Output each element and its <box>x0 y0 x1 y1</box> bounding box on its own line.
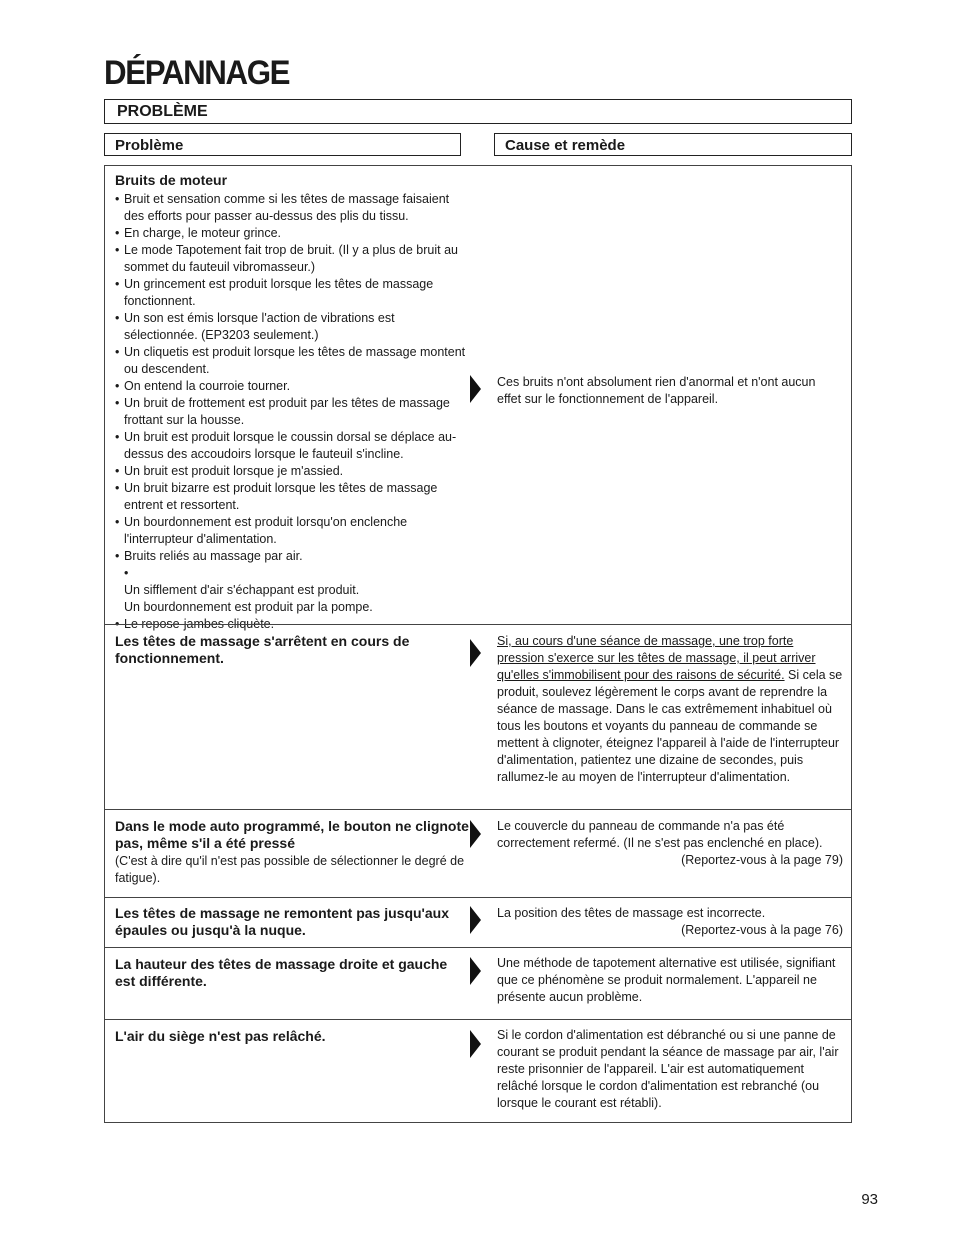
arrow-right-icon <box>470 957 481 985</box>
table-row-seat-air <box>105 1019 851 1122</box>
column-header-problem: Problème <box>104 133 461 156</box>
list-item: • Bruit et sensation comme si les têtes de massage faisaient des efforts pour passer au-dessus des plis du tissu. <box>115 191 470 225</box>
problem-cell <box>115 633 470 667</box>
list-item: • Un grincement est produit lorsque les têtes de massage fonctionnent. <box>115 276 470 310</box>
page-reference: (Reportez-vous à la page 79) <box>681 853 843 867</box>
problem-title: Bruits de moteur <box>115 172 228 188</box>
list-item: • On entend la courroie tourner. <box>115 378 470 395</box>
sub-text: • Un sifflement d'air s'échappant est produit. <box>124 583 360 597</box>
troubleshooting-table <box>104 165 852 1123</box>
list-item: • Le repose-jambes cliquète. <box>115 616 470 633</box>
remedy-cell <box>497 818 843 869</box>
remedy-cell <box>497 633 843 786</box>
table-row-heads-height <box>105 897 851 947</box>
remedy-text: Si cela se produit, soulevez légèrement le corps avant de reprendre la séance de massage. Dans le cas extrêmement inhabituel où tous les boutons et voyants du panneau de commande se mettent à clignoter, éteignez l'appareil à l'aide de l'interrupteur d'alimentation, patientez une dizaine de secondes, puis rallumez-le au moyen de l'interrupteur d'alimentation. <box>497 668 843 784</box>
list-item: • Un bruit est produit lorsque le coussin dorsal se déplace au-dessus des accoudoirs lorsque le fauteuil s'incline. <box>115 429 470 463</box>
arrow-right-icon <box>470 906 481 934</box>
list-item: • Un bourdonnement est produit lorsqu'on enclenche l'interrupteur d'alimentation. <box>115 514 470 548</box>
arrow-right-icon <box>470 639 481 667</box>
list-item: • Un son est émis lorsque l'action de vibrations est sélectionnée. (EP3203 seulement.) <box>115 310 470 344</box>
remedy-text: Une méthode de tapotement alternative est utilisée, signifiant que ce phénomène se produit normalement. L'appareil ne présente aucun problème. <box>497 956 836 1004</box>
problem-title: La hauteur des têtes de massage droite et gauche est différente. <box>115 956 448 989</box>
page-reference: (Reportez-vous à la page 76) <box>681 923 843 937</box>
remedy-underlined-text: Si, au cours d'une séance de massage, une trop forte pression s'exerce sur les têtes de massage, il peut arriver qu'elles s'immobilisent pour des raisons de sécurité. <box>497 634 816 682</box>
section-header: PROBLÈME <box>104 99 852 124</box>
table-row-auto-mode <box>105 809 851 897</box>
problem-cell <box>115 172 470 633</box>
list-item: • Un bruit bizarre est produit lorsque les têtes de massage entrent et ressortent. <box>115 480 470 514</box>
arrow-right-icon <box>470 1030 481 1058</box>
remedy-text: Ces bruits n'ont absolument rien d'anormal et n'ont aucun effet sur le fonctionnement de l'appareil. <box>497 375 816 406</box>
list-item: • Bruits reliés au massage par air. <box>115 548 470 565</box>
problem-cell <box>115 1028 470 1045</box>
problem-title: Dans le mode auto programmé, le bouton ne clignote pas, même s'il a été pressé <box>115 818 469 851</box>
problem-cell <box>115 956 470 990</box>
problem-cell <box>115 905 470 939</box>
arrow-right-icon <box>470 820 481 848</box>
page-number: 93 <box>861 1191 878 1208</box>
problem-title: Les têtes de massage s'arrêtent en cours de fonctionnement. <box>115 633 410 666</box>
list-item: • Un bruit est produit lorsque je m'assied. <box>115 463 470 480</box>
sub-text: Un bourdonnement est produit par la pompe. <box>124 600 373 614</box>
remedy-cell <box>497 905 843 939</box>
problem-title: L'air du siège n'est pas relâché. <box>115 1028 326 1044</box>
problem-bullet-list <box>115 191 470 633</box>
remedy-text: Si le cordon d'alimentation est débranché ou si une panne de courant se produit pendant la séance de massage par air, l'air reste prisonnier de l'appareil. L'air est automatiquement relâché lorsque le cordon d'alimentation est rebranché (ou lorsque le courant est rétabli). <box>497 1028 839 1110</box>
table-row-motor-noise <box>105 166 851 631</box>
problem-cell <box>115 818 470 887</box>
problem-note: (C'est à dire qu'il n'est pas possible de sélectionner le degré de fatigue). <box>115 854 465 885</box>
list-item: • Un bruit de frottement est produit par les têtes de massage frottant sur la housse. <box>115 395 470 429</box>
table-row-left-right-height <box>105 947 851 1019</box>
list-item: • Le mode Tapotement fait trop de bruit. (Il y a plus de bruit au sommet du fauteuil vibromasseur.) <box>115 242 470 276</box>
arrow-right-icon <box>470 375 481 403</box>
column-header-remedy: Cause et remède <box>494 133 852 156</box>
list-item: • En charge, le moteur grince. <box>115 225 470 242</box>
table-row-heads-stop <box>105 624 851 809</box>
list-item-sub <box>115 565 470 616</box>
remedy-text: La position des têtes de massage est incorrecte. <box>497 906 766 920</box>
list-item: • Un cliquetis est produit lorsque les têtes de massage montent ou descendent. <box>115 344 470 378</box>
remedy-text: Le couvercle du panneau de commande n'a pas été correctement refermé. (Il ne s'est pas enclenché en place). <box>497 819 823 850</box>
problem-title: Les têtes de massage ne remontent pas jusqu'aux épaules ou jusqu'à la nuque. <box>115 905 449 938</box>
page-title: DÉPANNAGE <box>104 54 290 92</box>
